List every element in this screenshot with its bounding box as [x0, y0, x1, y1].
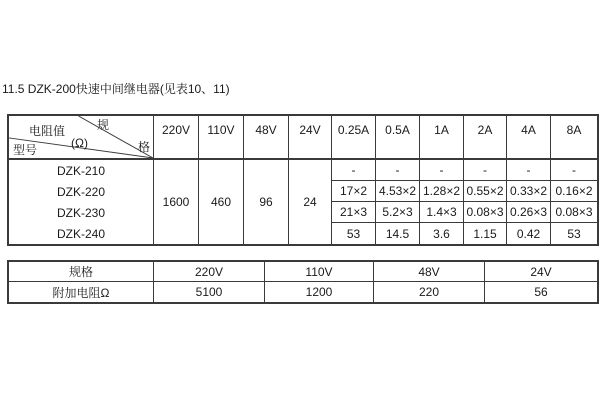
t2-resistance-value: 1200 — [265, 282, 374, 302]
additional-resistance-table — [7, 260, 599, 304]
t1-value-cell: 53 — [332, 223, 376, 244]
t1-model-label: DZK-210 — [56, 163, 106, 178]
t1-value-cell: 0.08×3 — [551, 202, 597, 223]
t1-voltage-header: 24V — [289, 116, 332, 160]
t2-voltage-header: 48V — [374, 262, 485, 282]
t2-row-label: 附加电阻Ω — [9, 282, 154, 302]
t1-value-cell: 0.33×2 — [507, 181, 551, 202]
t1-value-cell: 53 — [567, 226, 581, 241]
t1-voltage-header: 220V — [154, 116, 199, 160]
t2-voltage-header: 24V — [485, 262, 597, 282]
t1-value-cell: - — [551, 160, 597, 181]
corner-resistance-label: 电阻值 — [29, 124, 66, 138]
t1-value-cell: - — [332, 160, 376, 181]
t2-voltage-header: 220V — [154, 262, 265, 282]
t1-current-header: 2A — [464, 116, 507, 160]
t1-value-cell: 4.53×2 — [376, 181, 420, 202]
t1-current-header: 0.5A — [376, 116, 420, 160]
corner-spec-label-bottom: 格 — [137, 140, 150, 154]
t1-value-cell: 3.6 — [420, 223, 464, 244]
t1-value-cell: 5.2×3 — [376, 202, 420, 223]
resistance-table — [7, 114, 599, 246]
corner-spec-label-top: 规 — [97, 118, 110, 132]
t1-value-cell: - — [376, 160, 420, 181]
t1-value-cell: - — [420, 160, 464, 181]
t1-value-cell: 0.42 — [507, 223, 551, 244]
t1-value-cell: 0.08×3 — [464, 202, 507, 223]
t1-value-cell: 1.28×2 — [420, 181, 464, 202]
t1-value-cell: - — [464, 160, 507, 181]
t2-voltage-header: 110V — [265, 262, 374, 282]
t1-value-cell: - — [507, 160, 551, 181]
t1-current-header: 4A — [507, 116, 551, 160]
t1-value-cell: 21×3 — [332, 202, 376, 223]
t1-value-cell: 0.16×2 — [551, 181, 597, 202]
corner-resistance-unit: (Ω) — [71, 136, 88, 150]
t1-voltage-header: 48V — [244, 116, 289, 160]
t1-voltage-value: 460 — [199, 160, 244, 244]
t1-value-cell: 0.55×2 — [464, 181, 507, 202]
t1-current-header: 8A — [551, 116, 597, 160]
t1-model-label: DZK-240 — [56, 226, 106, 241]
t1-value-cell: 1.15 — [464, 223, 507, 244]
t1-value-cell: 14.5 — [376, 223, 420, 244]
t2-spec-label: 规格 — [9, 262, 154, 282]
t2-resistance-value: 5100 — [154, 282, 265, 302]
corner-model-label: 型号 — [13, 143, 38, 157]
t1-value-cell: 0.26×3 — [507, 202, 551, 223]
t1-voltage-value: 96 — [244, 160, 289, 244]
t1-value-cell: 17×2 — [332, 181, 376, 202]
t1-current-header: 1A — [420, 116, 464, 160]
t1-model-label: DZK-230 — [56, 205, 106, 220]
t1-current-header: 0.25A — [332, 116, 376, 160]
t1-voltage-value: 24 — [289, 160, 332, 244]
t1-voltage-value: 1600 — [154, 160, 199, 244]
t2-resistance-value: 220 — [374, 282, 485, 302]
t1-voltage-header: 110V — [199, 116, 244, 160]
section-title: 11.5 DZK-200快速中间继电器(见表10、11) — [2, 82, 230, 96]
t2-resistance-value: 56 — [534, 285, 548, 299]
t1-model-column — [9, 160, 154, 244]
t1-model-label: DZK-220 — [56, 184, 106, 199]
diagonal-corner-cell — [9, 116, 154, 160]
t1-value-cell: 1.4×3 — [420, 202, 464, 223]
